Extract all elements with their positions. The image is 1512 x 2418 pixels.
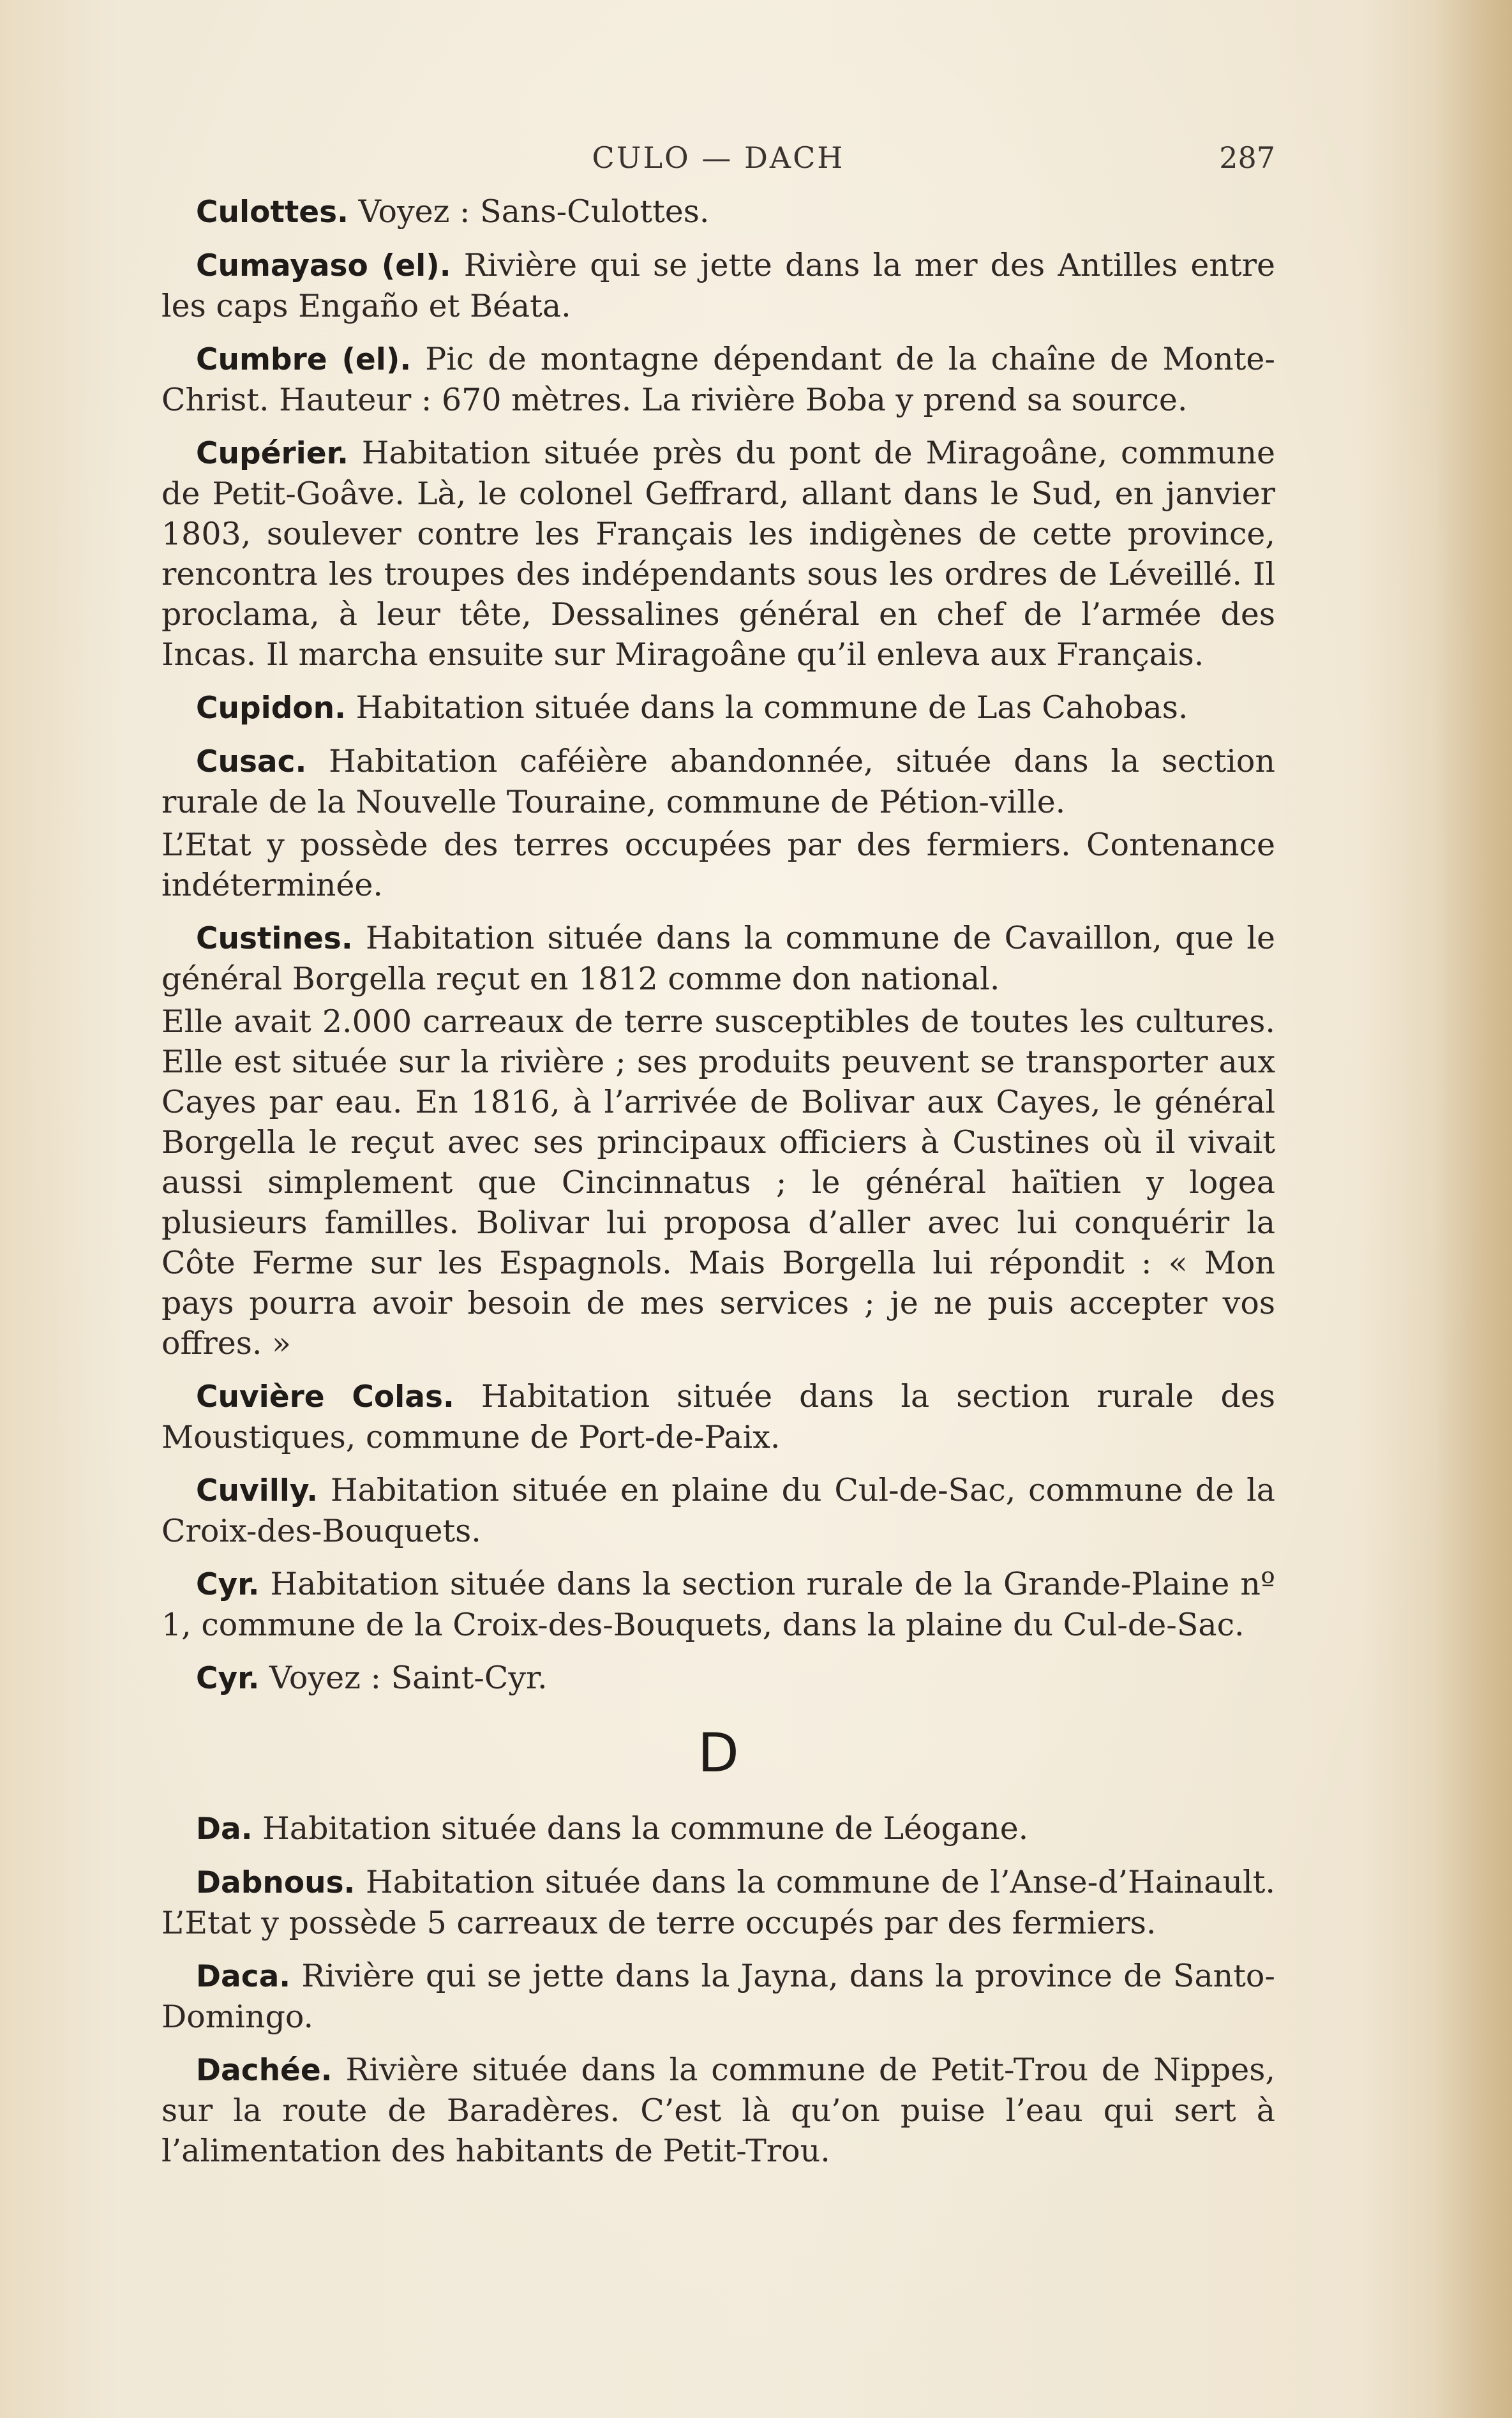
entry-headword: Cuvière Colas. [196, 1379, 454, 1415]
entry-headword: Cumayaso (el). [196, 248, 451, 283]
running-head: CULO — DACH [592, 140, 845, 175]
entry-headword: Custines. [196, 921, 353, 956]
entry-text: Habitation située dans la commune de Léogane. [252, 1810, 1029, 1847]
entry-text: Rivière qui se jette dans la Jayna, dans la province de Santo-Domingo. [161, 1958, 1275, 2035]
dictionary-entry [161, 918, 1275, 999]
entry-headword: Da. [196, 1812, 253, 1847]
entry-text: Habitation située près du pont de Miragoâne, commune de Petit-Goâve. Là, le colonel Geffrard, allant dans le Sud, en janvier 1803, soulever contre les Français les indigènes de cette province, rencontra les troupes des indépendants sous les ordres de Léveillé. Il proclama, à leur tête, Dessalines général en chef de l’armée des Incas. Il marcha ensuite sur Miragoâne qu’il enleva aux Français. [161, 435, 1275, 673]
entry-headword: Cusac. [196, 744, 307, 779]
entry-text: Habitation située en plaine du Cul-de-Sac, commune de la Croix-des-Bouquets. [161, 1472, 1275, 1549]
entry-text: Habitation située dans la section rurale des Moustiques, commune de Port-de-Paix. [161, 1378, 1275, 1455]
entry-text: Elle avait 2.000 carreaux de terre susceptibles de toutes les cultures. Elle est située sur la rivière ; ses produits peuvent se transporter aux Cayes par eau. En 1816, à l’arrivée de Bolivar aux Cayes, le général Borgella le reçut avec ses principaux officiers à Custines où il vivait aussi simplement que Cincinnatus ; le général haïtien y logea plusieurs familles. Bolivar lui proposa d’aller avec lui conquérir la Côte Ferme sur les Espagnols. Mais Borgella lui répondit : « Mon pays pourra avoir besoin de mes services ; je ne puis accepter vos offres. » [161, 1003, 1275, 1362]
entry-headword: Cyr. [196, 1661, 260, 1696]
dictionary-entry [161, 687, 1275, 728]
dictionary-entry [161, 339, 1275, 420]
entry-text: Pic de montagne dépendant de la chaîne de Monte-Christ. Hauteur : 670 mètres. La rivière Boba y prend sa source. [161, 341, 1275, 418]
entry-text: Rivière qui se jette dans la mer des Antilles entre les caps Engaño et Béata. [161, 247, 1275, 324]
page-header [161, 140, 1275, 185]
entry-text: L’Etat y possède des terres occupées par des fermiers. Contenance indéterminée. [161, 827, 1275, 903]
dictionary-entry [161, 741, 1275, 822]
dictionary-entry [161, 1658, 1275, 1699]
dictionary-entry [161, 1470, 1275, 1551]
entry-headword: Cyr. [196, 1567, 260, 1602]
dictionary-entry [161, 245, 1275, 326]
entry-headword: Cupérier. [196, 436, 348, 471]
entry-headword: Daca. [196, 1959, 291, 1994]
section-letter: D [698, 1722, 739, 1784]
entry-text: Habitation située dans la section rurale de la Grande-Plaine nº 1, commune de la Croix-des-Bouquets, dans la plaine du Cul-de-Sac. [161, 1566, 1275, 1643]
entry-continuation [161, 825, 1275, 905]
dictionary-entry [161, 1956, 1275, 2037]
dictionary-entry [161, 1808, 1275, 1849]
entry-text: Habitation située dans la commune de Las Cahobas. [345, 689, 1188, 726]
entry-text: Habitation située dans la commune de Cavaillon, que le général Borgella reçut en 1812 comme don national. [161, 920, 1275, 997]
page-edge-shadow [1435, 0, 1512, 2418]
entry-headword: Dachée. [196, 2053, 333, 2088]
entry-text: Habitation située dans la commune de l’Anse-d’Hainault. L’Etat y possède 5 carreaux de terre occupés par des fermiers. [161, 1864, 1275, 1941]
dictionary-entry [161, 2050, 1275, 2171]
page-content [161, 191, 1275, 2184]
dictionary-entry [161, 1564, 1275, 1645]
dictionary-entry [161, 1862, 1275, 1943]
entry-text: Habitation caféière abandonnée, située dans la section rurale de la Nouvelle Touraine, commune de Pétion-ville. [161, 743, 1275, 820]
entry-headword: Cupidon. [196, 691, 346, 726]
entry-text: Rivière située dans la commune de Petit-Trou de Nippes, sur la route de Baradères. C’est là qu’on puise l’eau qui sert à l’alimentation des habitants de Petit-Trou. [161, 2052, 1275, 2169]
entries-d [161, 1808, 1275, 2171]
entry-headword: Dabnous. [196, 1865, 356, 1900]
dictionary-entry [161, 433, 1275, 675]
entry-continuation [161, 1002, 1275, 1363]
entries-c [161, 191, 1275, 1699]
dictionary-entry [161, 191, 1275, 232]
entry-text: Voyez : Saint-Cyr. [259, 1660, 548, 1696]
page-number: 287 [1219, 140, 1275, 175]
dictionary-entry [161, 1376, 1275, 1457]
entry-headword: Culottes. [196, 195, 348, 230]
entry-text: Voyez : Sans-Culottes. [348, 193, 710, 230]
entry-headword: Cuvilly. [196, 1473, 318, 1508]
entry-headword: Cumbre (el). [196, 342, 412, 377]
